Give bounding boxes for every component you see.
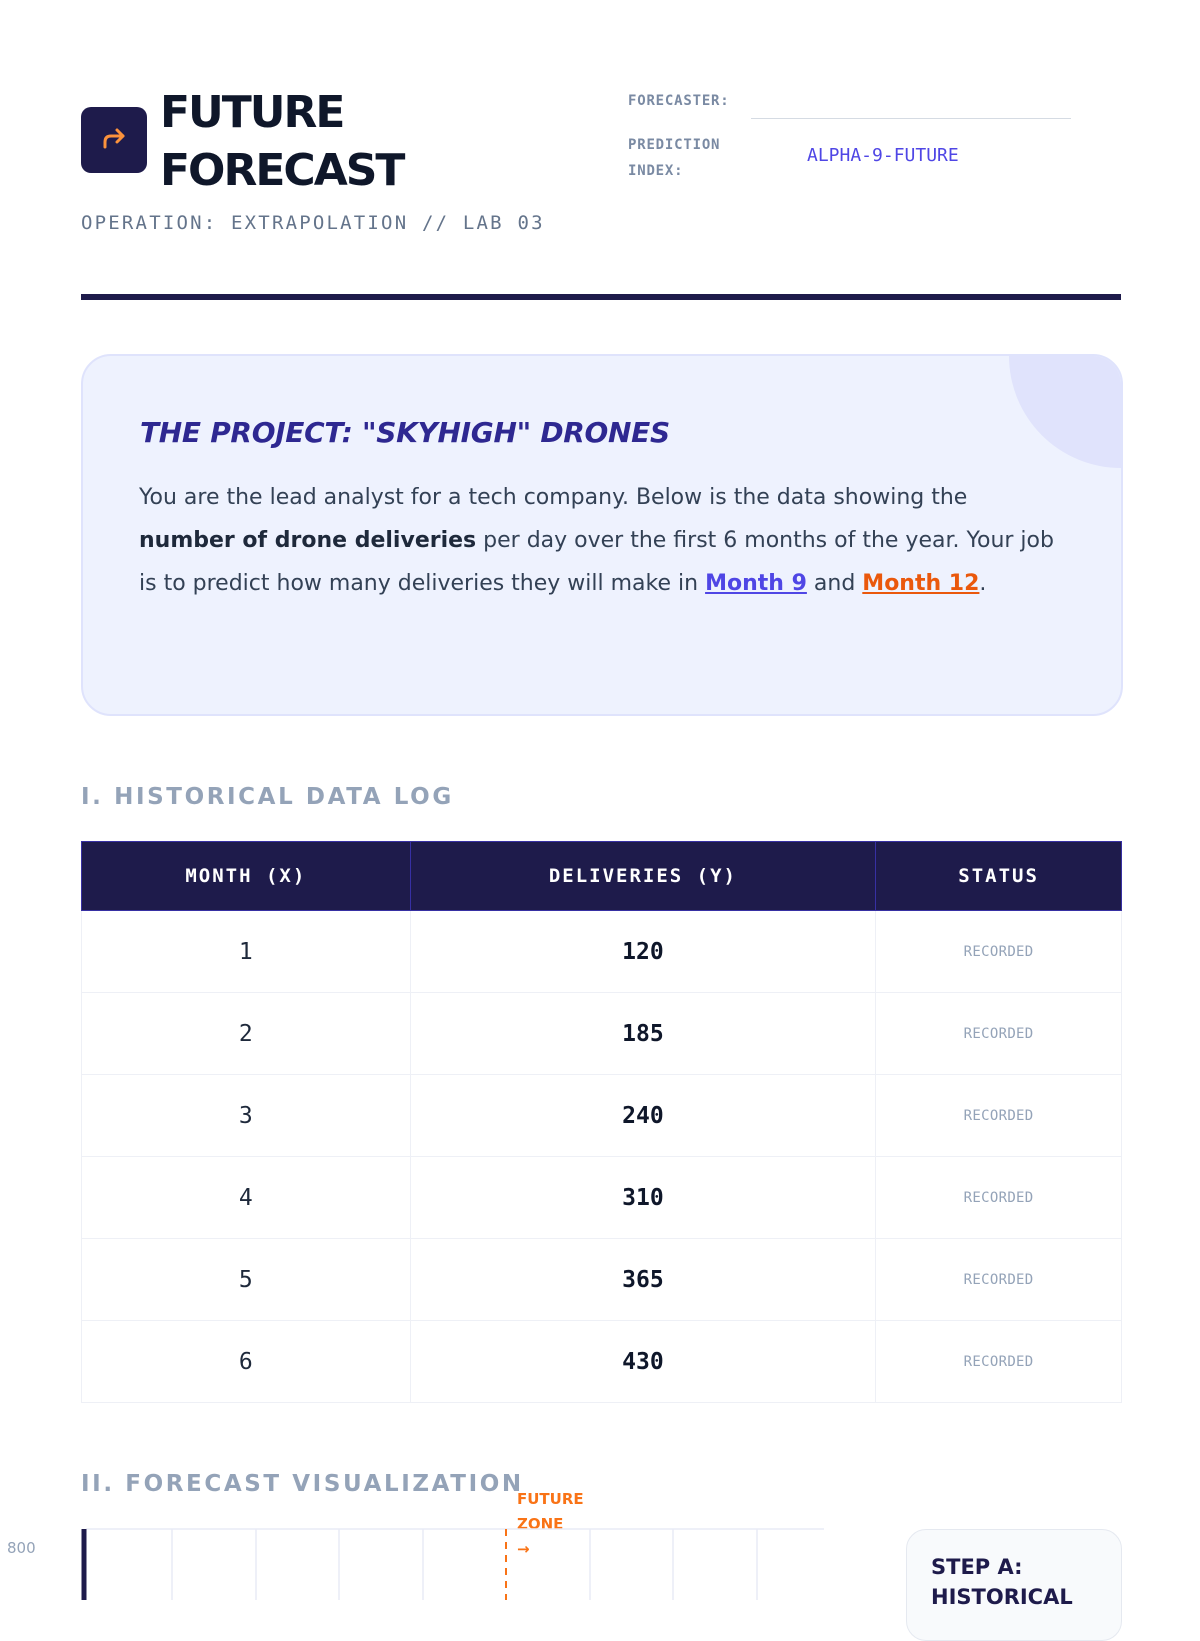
deliveries-cell: 120	[410, 911, 876, 993]
project-description	[139, 476, 1059, 605]
column-header-deliveries: DELIVERIES (Y)	[410, 842, 876, 911]
column-header-status: STATUS	[876, 842, 1122, 911]
step-card	[906, 1529, 1122, 1641]
project-title: THE PROJECT: "SKYHIGH" DRONES	[140, 416, 670, 449]
forecaster-field[interactable]	[751, 118, 1071, 119]
header-divider	[81, 294, 1121, 300]
future-label-line-2: ZONE	[517, 1515, 564, 1533]
status-cell: RECORDED	[876, 911, 1122, 993]
table-row	[82, 1075, 1122, 1157]
status-cell: RECORDED	[876, 1157, 1122, 1239]
table-row	[82, 993, 1122, 1075]
prediction-index-label	[628, 132, 720, 184]
prediction-label-line-2: INDEX:	[628, 163, 684, 179]
deliveries-cell: 185	[410, 993, 876, 1075]
status-cell: RECORDED	[876, 1239, 1122, 1321]
month-cell: 1	[82, 911, 411, 993]
arrow-turn-right-icon	[98, 124, 130, 156]
step-title: STEP A: HISTORICAL	[931, 1555, 1073, 1609]
month-cell: 3	[82, 1075, 411, 1157]
status-cell: RECORDED	[876, 993, 1122, 1075]
deliveries-cell: 365	[410, 1239, 876, 1321]
page-title	[160, 84, 403, 200]
month-cell: 6	[82, 1321, 411, 1403]
column-header-month: MONTH (X)	[82, 842, 411, 911]
month-9-link[interactable]: Month 9	[705, 571, 807, 596]
future-label-arrow: →	[517, 1540, 530, 1558]
y-tick-label: 800	[7, 1539, 36, 1557]
historical-section-title: I. HISTORICAL DATA LOG	[81, 784, 454, 810]
logo-badge	[81, 107, 147, 173]
description-text-3: and	[806, 571, 863, 596]
month-12-link[interactable]: Month 12	[862, 571, 980, 596]
table-row	[82, 1239, 1122, 1321]
forecaster-label: FORECASTER:	[628, 93, 730, 109]
forecast-section-title: II. FORECAST VISUALIZATION	[81, 1471, 524, 1497]
project-card	[81, 354, 1123, 716]
table-row	[82, 911, 1122, 993]
month-cell: 2	[82, 993, 411, 1075]
description-text-1: You are the lead analyst for a tech company. Below is the data showing the	[139, 485, 968, 510]
status-cell: RECORDED	[876, 1075, 1122, 1157]
table-row	[82, 1321, 1122, 1403]
card-decoration	[1009, 354, 1123, 468]
prediction-index-value: ALPHA-9-FUTURE	[807, 145, 959, 166]
table-header-row	[82, 842, 1122, 911]
status-cell: RECORDED	[876, 1321, 1122, 1403]
table-row	[82, 1157, 1122, 1239]
description-text-4: .	[979, 571, 987, 596]
description-bold: number of drone deliveries	[139, 528, 477, 553]
title-line-2: FORECAST	[160, 145, 404, 196]
month-cell: 5	[82, 1239, 411, 1321]
month-cell: 4	[82, 1157, 411, 1239]
deliveries-cell: 310	[410, 1157, 876, 1239]
historical-data-table	[81, 841, 1122, 1403]
deliveries-cell: 430	[410, 1321, 876, 1403]
prediction-label-line-1: PREDICTION	[628, 137, 721, 153]
title-line-1: FUTURE	[160, 87, 344, 138]
future-label-line-1: FUTURE	[517, 1490, 584, 1508]
page-subtitle: OPERATION: EXTRAPOLATION // LAB 03	[81, 212, 545, 234]
description-text-2: per day over the first 6 months of the year. Your job is to predict how many deliveries they will make in	[139, 528, 1054, 596]
deliveries-cell: 240	[410, 1075, 876, 1157]
forecast-chart	[0, 1500, 840, 1600]
